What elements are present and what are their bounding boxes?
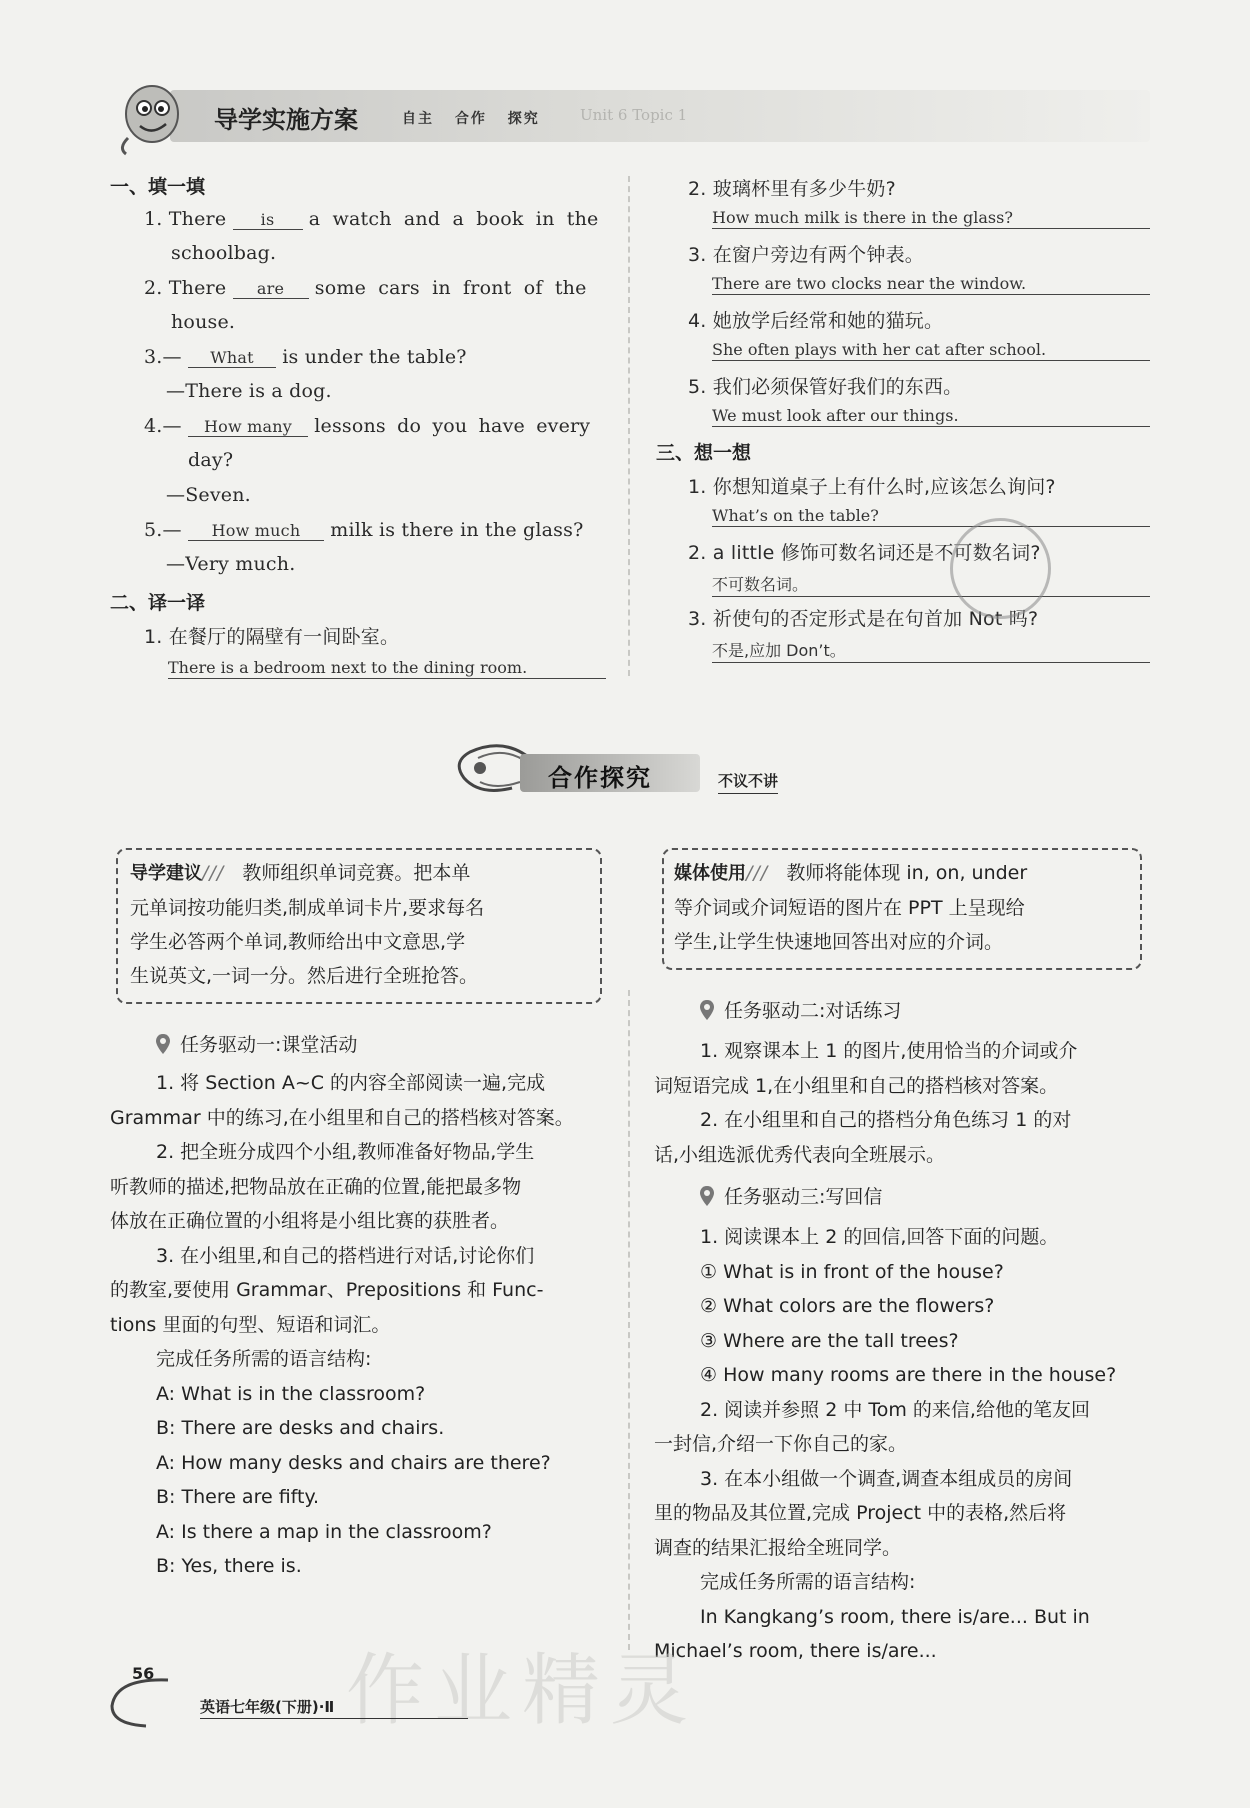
column-divider <box>628 990 630 1650</box>
header-tag: 合作 <box>454 111 487 127</box>
location-pin-icon <box>700 1186 714 1206</box>
exercise-line: 5. 我们必须保管好我们的东西。 <box>688 376 963 398</box>
answer-blank: What <box>188 348 276 368</box>
page-number: 56 <box>132 1664 155 1683</box>
task-heading: 任务驱动二:对话练习 <box>700 996 901 1023</box>
answer-line: We must look after our things. <box>712 406 1150 427</box>
header-tags <box>402 108 554 128</box>
page-header <box>110 78 1150 154</box>
exercise-line: —Very much. <box>166 553 296 575</box>
exercise-line: 2. 玻璃杯里有多少牛奶? <box>688 178 896 200</box>
section-banner <box>450 738 810 798</box>
exercise-line: —Seven. <box>166 484 251 506</box>
answer-line: 不是,应加 Don’t。 <box>712 638 1150 663</box>
task3-body: 1. 阅读课本上 2 的回信,回答下面的问题。 ① What is in front of the house? ② What colors are the flowers? ③ Where are the tall trees? ④ How many rooms are there in the house? 2. 阅读并参照 2 中 Tom 的来信,给他的笔友回 一封信,介绍一下你自己的家。 3. 在本小组做一个调查,调查本组成员的房间 里的物品及其位置,完成 Project 中的表格,然后将 调查的结果汇报给全班同学。 完成任务所需的语言结构: In Kangkang’s room, there is/are... But in Michael’s room, there is/are... <box>654 1226 1117 1662</box>
answer-blank: How much <box>188 521 324 541</box>
header-faint-text: Unit 6 Topic 1 <box>580 106 688 124</box>
exercise-line: 1. 你想知道桌子上有什么时,应该怎么询问? <box>688 476 1056 498</box>
task1-body: 1. 将 Section A~C 的内容全部阅读一遍,完成 Grammar 中的练习,在小组里和自己的搭档核对答案。 2. 把全班分成四个小组,教师准备好物品,学生 听教师的描述,把物品放在正确的位置,能把最多物 体放在正确位置的小组将是小组比赛的获胜者。 3. 在小组里,和自己的搭档进行对话,讨论你们 的教室,要使用 Grammar、Prepositions 和 Func- tions 里面的句型、短语和词汇。 完成任务所需的语言结构: A: What is in the classroom? B: There are desks and chairs. A: How many desks and chairs are there? B: There are fifty. A: Is there a map in the classroom? B: Yes, there is. <box>110 1072 574 1577</box>
banner-subtitle: 不议不讲 <box>718 770 778 794</box>
footer-title: 英语七年级(下册)·Ⅱ <box>200 1698 335 1716</box>
column-divider <box>628 176 630 676</box>
exercise-line: schoolbag. <box>171 242 277 264</box>
watermark: 作业精灵 <box>346 1646 699 1736</box>
answer-blank: is <box>233 210 303 230</box>
exercise-line: 1. There is a watch and a book in the <box>144 208 599 230</box>
exercise-line: 3.— What is under the table? <box>144 346 467 368</box>
answer-line: There are two clocks near the window. <box>712 274 1150 295</box>
exercise-line: 2. There are some cars in front of the <box>144 277 587 299</box>
header-tag: 自主 <box>402 111 434 127</box>
answer-line: What’s on the table? <box>712 506 1150 527</box>
stamp-seal <box>950 518 1051 619</box>
header-tag: 探究 <box>507 111 540 127</box>
exercise-line: house. <box>171 311 236 333</box>
exercise-line: day? <box>188 449 234 471</box>
exercise-line: 2. a little 修饰可数名词还是不可数名词? <box>688 542 1041 564</box>
exercise-line: 5.— How much milk is there in the glass? <box>144 519 584 541</box>
exercise-line: 1. 在餐厅的隔壁有一间卧室。 <box>144 626 400 648</box>
exercise-line: —There is a dog. <box>166 380 332 402</box>
section-title: 三、想一想 <box>656 442 752 464</box>
header-title: 导学实施方案 <box>214 106 358 134</box>
answer-line: There is a bedroom next to the dining room. <box>168 658 606 679</box>
location-pin-icon <box>700 1000 714 1020</box>
answer-line: 不可数名词。 <box>712 572 1150 597</box>
exercise-line: 4.— How many lessons do you have every <box>144 415 591 437</box>
task2-body: 1. 观察课本上 1 的图片,使用恰当的介词或介 词短语完成 1,在小组里和自己的搭档核对答案。 2. 在小组里和自己的搭档分角色练习 1 的对 话,小组选派优秀代表向全班展示。 <box>654 1040 1078 1166</box>
task-heading: 任务驱动一:课堂活动 <box>156 1030 357 1057</box>
location-pin-icon <box>156 1034 170 1054</box>
answer-line: She often plays with her cat after school. <box>712 340 1150 361</box>
section-title: 二、译一译 <box>110 592 206 614</box>
footer-rule <box>200 1718 468 1719</box>
exercise-line: 3. 祈使句的否定形式是在句首加 Not 吗? <box>688 608 1039 630</box>
guide-suggestion-text: 导学建议/// 教师组织单词竞赛。把本单 元单词按功能归类,制成单词卡片,要求每名 学生必答两个单词,教师给出中文意思,学 生说英文,一词一分。然后进行全班抢答。 <box>130 862 485 987</box>
answer-blank: How many <box>188 417 308 437</box>
exercise-line: 4. 她放学后经常和她的猫玩。 <box>688 310 944 332</box>
mascot-icon <box>110 78 190 158</box>
answer-blank: are <box>233 279 309 299</box>
exercise-line: 3. 在窗户旁边有两个钟表。 <box>688 244 924 266</box>
section-title: 一、填一填 <box>110 176 206 198</box>
box-label: 导学建议 <box>130 863 202 884</box>
box-label: 媒体使用 <box>674 863 746 884</box>
media-use-text: 媒体使用/// 教师将能体现 in, on, under 等介词或介词短语的图片在 PPT 上呈现给 学生,让学生快速地回答出对应的介词。 <box>674 862 1028 953</box>
banner-title: 合作探究 <box>548 764 652 792</box>
answer-line: How much milk is there in the glass? <box>712 208 1150 229</box>
task-heading: 任务驱动三:写回信 <box>700 1182 882 1209</box>
